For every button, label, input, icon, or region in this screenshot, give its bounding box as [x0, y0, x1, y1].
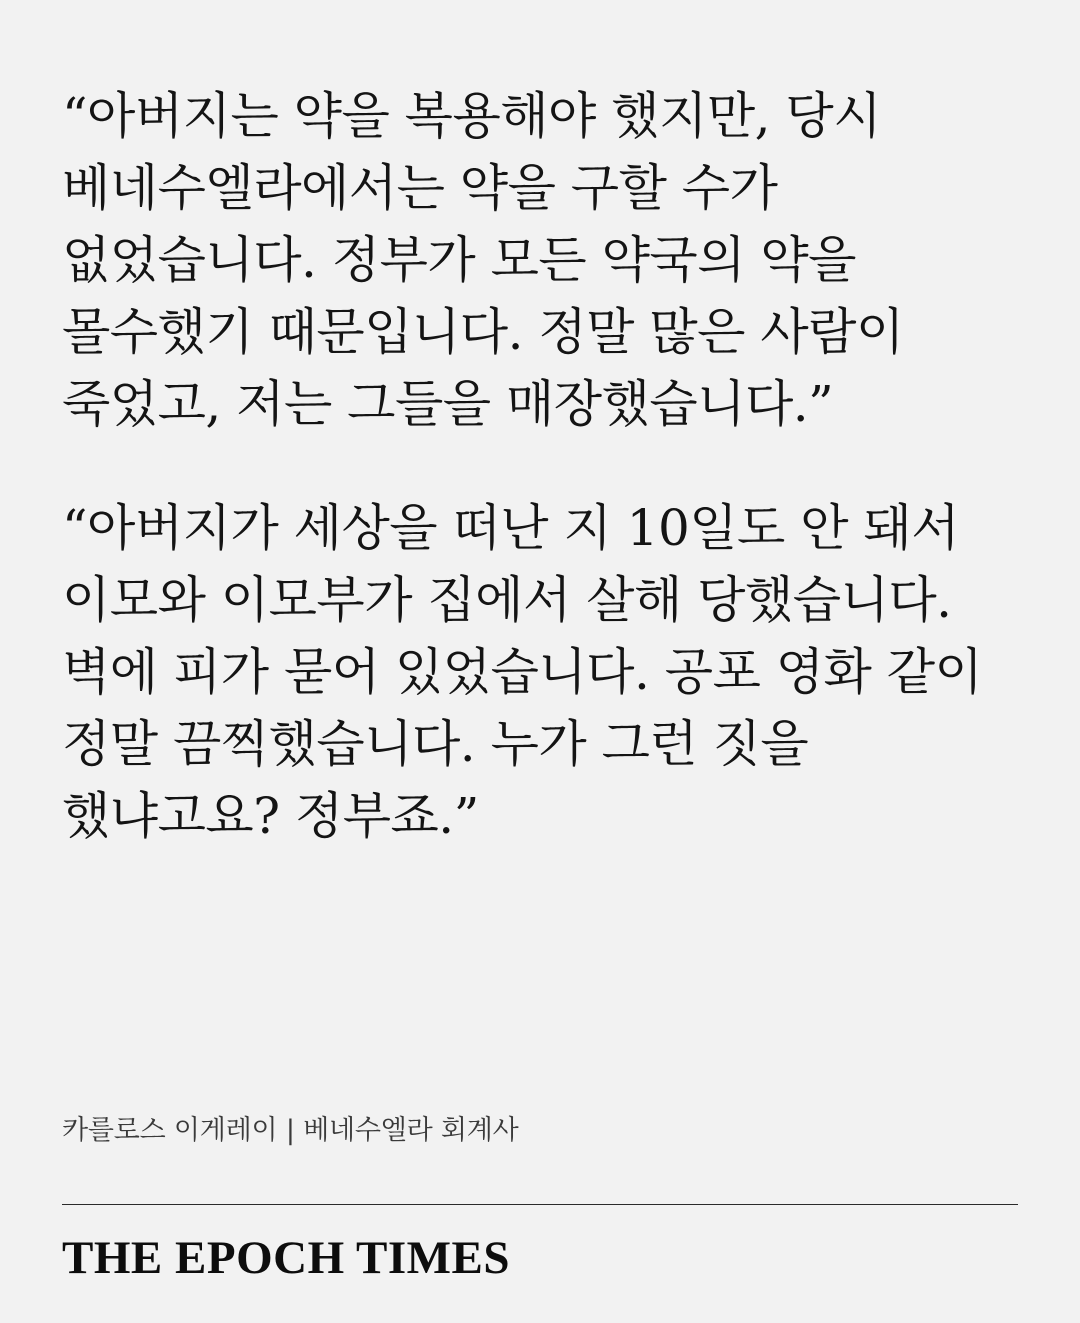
- footer-divider: [62, 1204, 1018, 1205]
- quote-paragraph-2: “아버지가 세상을 떠난 지 10일도 안 돼서 이모와 이모부가 집에서 살해 당했습니다. 벽에 피가 묻어 있었습니다. 공포 영화 같이 정말 끔찍했습니다. 누가 그런 짓을 했냐고요? 정부죠.”: [62, 499, 983, 845]
- quote-block: [62, 80, 1018, 852]
- brand-wordmark: THE EPOCH TIMES: [62, 1232, 511, 1284]
- quote-attribution: 카를로스 이게레이 | 베네수엘라 회계사: [62, 1115, 519, 1147]
- quote-paragraph-1: “아버지는 약을 복용해야 했지만, 당시 베네수엘라에서는 약을 구할 수가 없었습니다. 정부가 모든 약국의 약을 몰수했기 때문입니다. 정말 많은 사람이 죽었고, 저는 그들을 매장했습니다.”: [62, 87, 904, 433]
- layout-spacer: [62, 852, 1018, 1112]
